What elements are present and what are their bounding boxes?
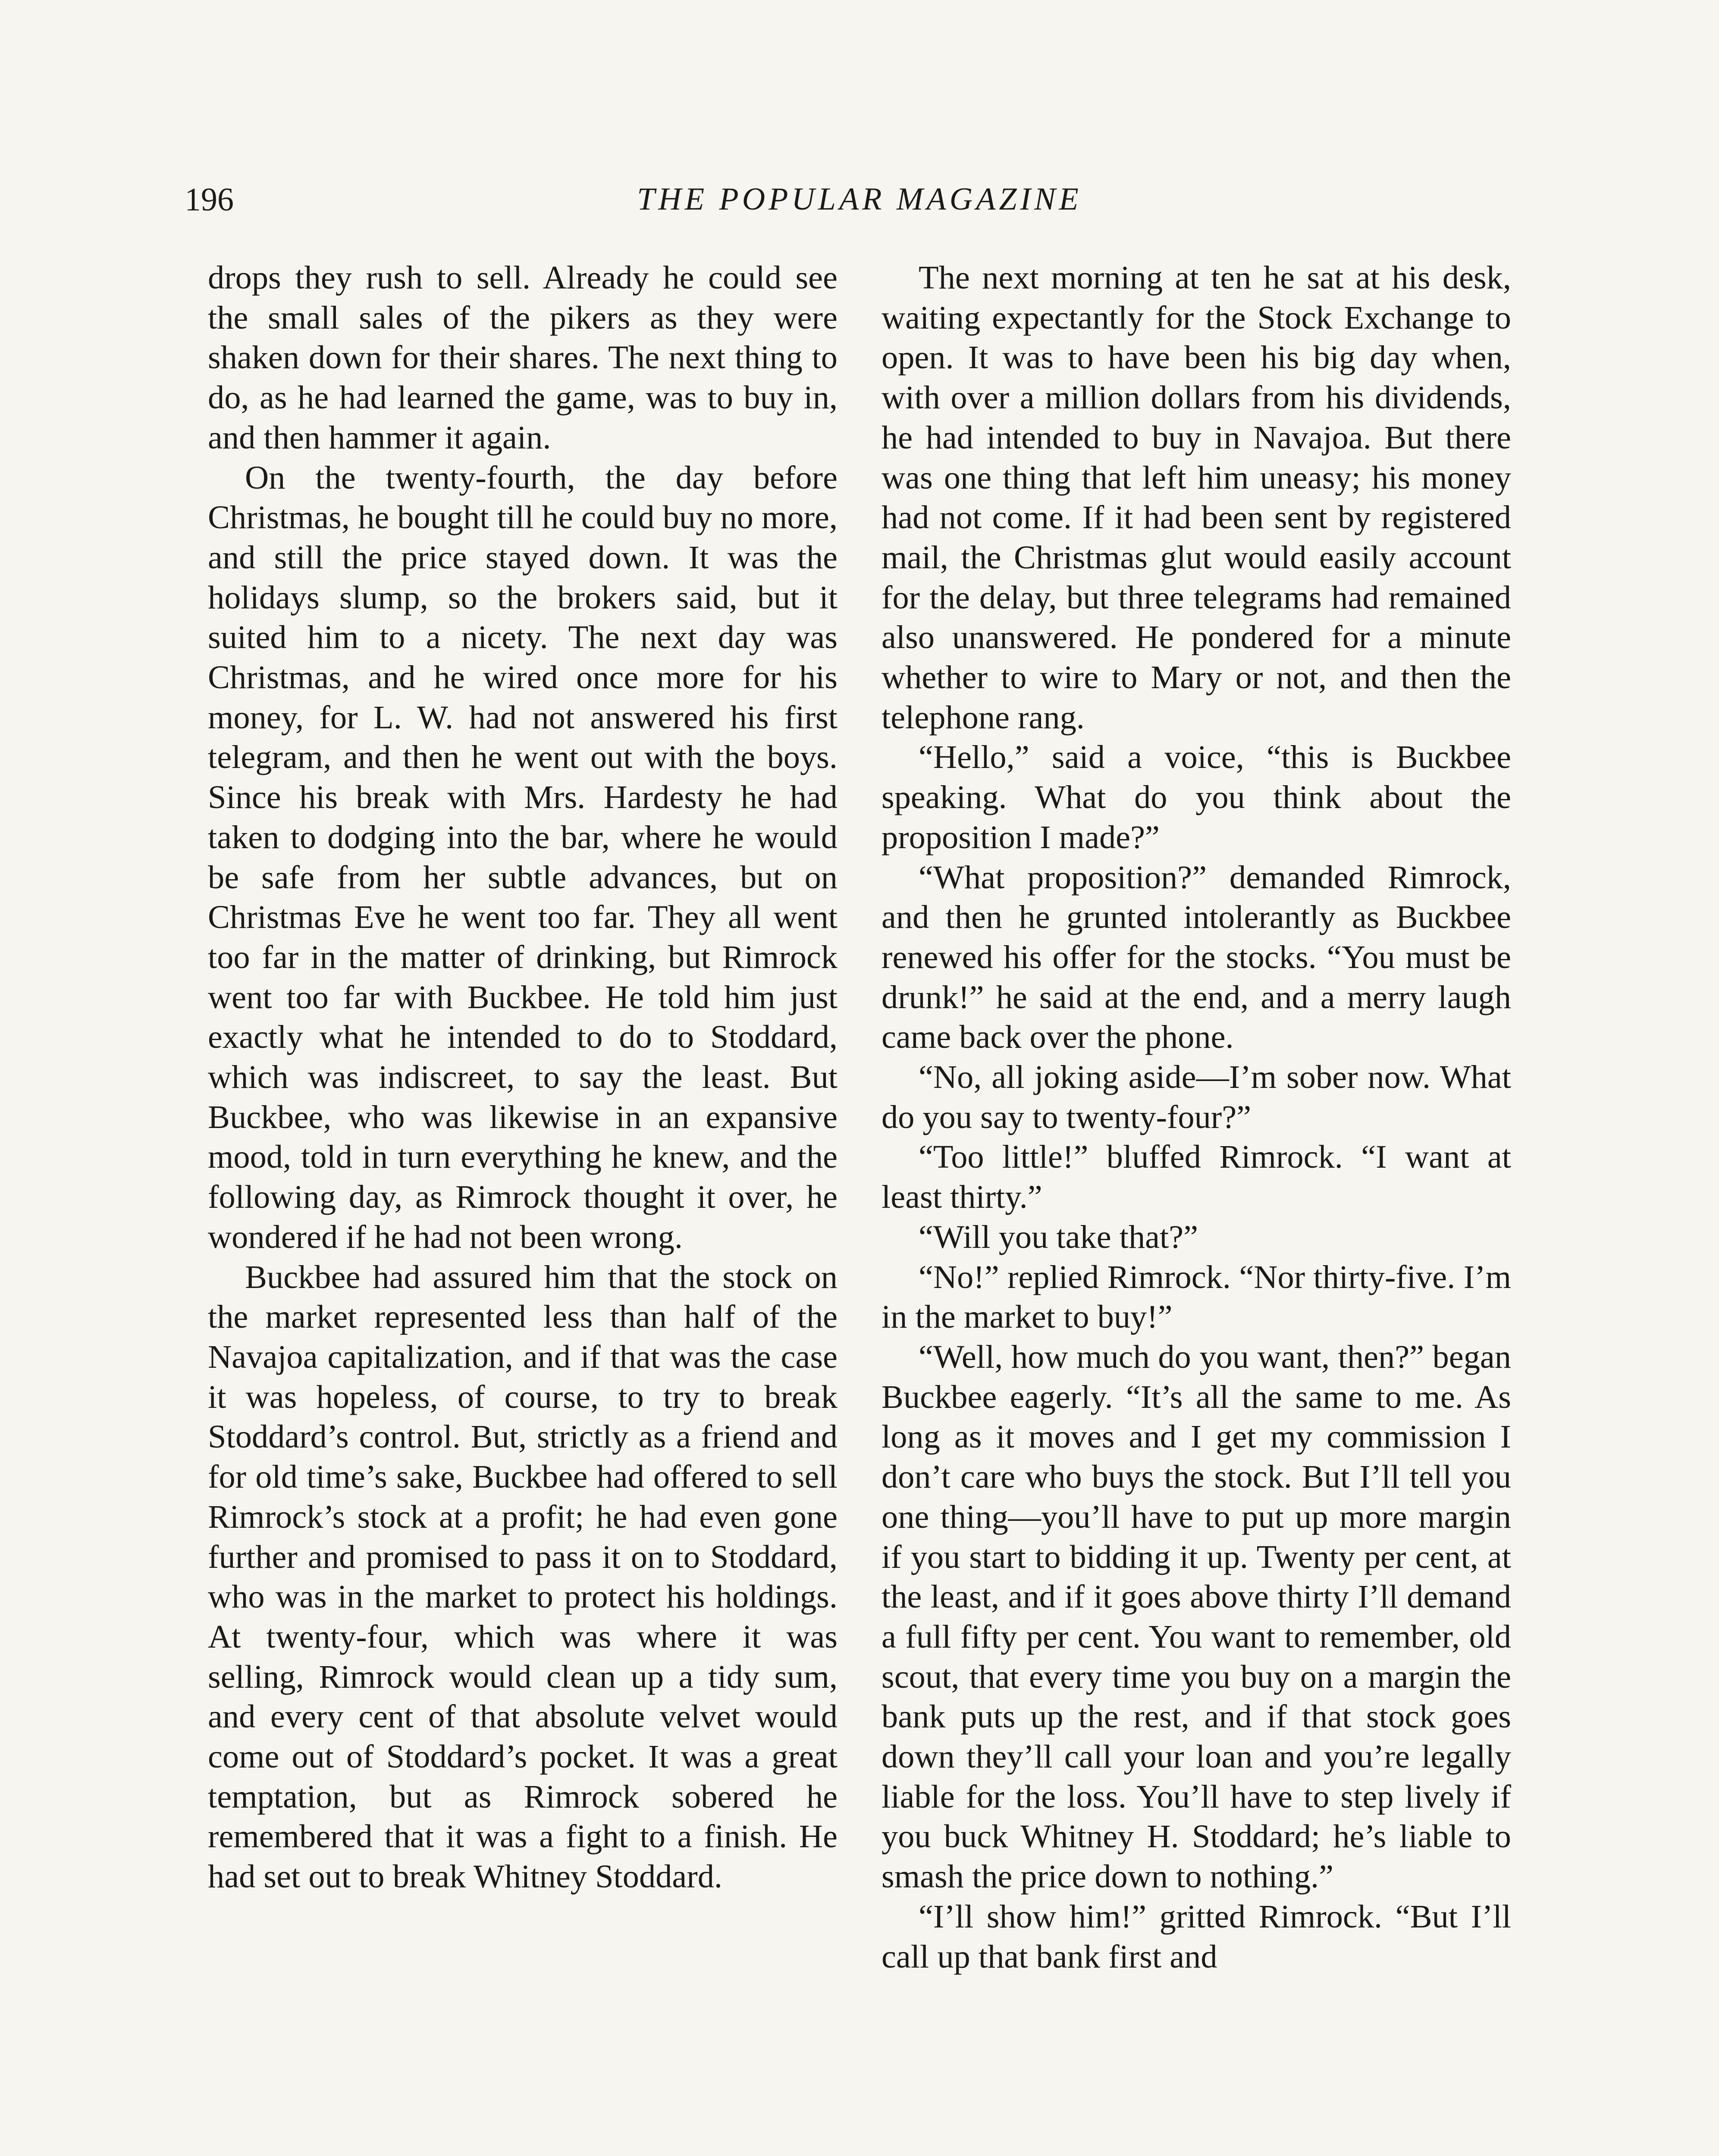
- paragraph: “Well, how much do you want, then?” began Buckbee eagerly. “It’s all the same to me. As long as it moves and I get my commission I don’t care who buys the stock. But I’ll tell you one thing—you’ll have to put up more margin if you start to bidding it up. Twenty per cent, at the least, and if it goes above thirty I’ll demand a full fifty per cent. You want to remember, old scout, that every time you buy on a margin the bank puts up the rest, and if that stock goes down they’ll call your loan and you’re legally liable for the loss. You’ll have to step lively if you buck Whitney H. Stoddard; he’s liable to smash the price down to nothing.”: [881, 1338, 1511, 1895]
- paragraph: “Will you take that?”: [919, 1218, 1198, 1255]
- paragraph: Buckbee had assured him that the stock on the market represented less than half of the Navajoa capitalization, and if that was the case it was hopeless, of course, to try to break Stoddard’s control. But, strictly as a friend and for old time’s sake, Buckbee had offered to sell Rimrock’s stock at a profit; he had even gone further and promised to pass it on to Stoddard, who was in the market to protect his holdings. At twenty-four, which was where it was selling, Rimrock would clean up a tidy sum, and every cent of that absolute velvet would come out of Stoddard’s pocket. It was a great temptation, but as Rimrock sobered he remembered that it was a fight to a finish. He had set out to break Whitney Stoddard.: [208, 1258, 838, 1895]
- paragraph: “I’ll show him!” gritted Rimrock. “But I’ll call up that bank first and: [881, 1898, 1511, 1975]
- paragraph: “Too little!” bluffed Rimrock. “I want at least thirty.”: [881, 1138, 1511, 1216]
- page-header: [0, 181, 1719, 233]
- right-column: [881, 258, 1511, 1977]
- paragraph: drops they rush to sell. Already he could see the small sales of the pikers as they were shaken down for their shares. The next thing to do, as he had learned the game, was to buy in, and then hammer it again.: [208, 259, 838, 456]
- paragraph: “Hello,” said a voice, “this is Buckbee speaking. What do you think about the proposition I made?”: [881, 739, 1511, 856]
- paragraph: “No!” replied Rimrock. “Nor thirty-five. I’m in the market to buy!”: [881, 1258, 1511, 1335]
- left-column: [208, 258, 838, 1897]
- page-number: 196: [185, 182, 234, 218]
- paragraph: The next morning at ten he sat at his desk, waiting expectantly for the Stock Exchange to open. It was to have been his big day when, with over a million dollars from his dividends, he had intended to buy in Navajoa. But there was one thing that left him uneasy; his money had not come. If it had been sent by registered mail, the Christmas glut would easily account for the delay, but three telegrams had remained also unanswered. He pondered for a minute whether to wire to Mary or not, and then the telephone rang.: [881, 259, 1511, 736]
- paragraph: On the twenty-fourth, the day before Christmas, he bought till he could buy no more, and still the price stayed down. It was the holidays slump, so the brokers said, but it suited him to a nicety. The next day was Christmas, and he wired once more for his money, for L. W. had not answered his first telegram, and then he went out with the boys. Since his break with Mrs. Hardesty he had taken to dodging into the bar, where he would be safe from her subtle advances, but on Christmas Eve he went too far. They all went too far in the matter of drinking, but Rimrock went too far with Buckbee. He told him just exactly what he intended to do to Stoddard, which was indiscreet, to say the least. But Buckbee, who was likewise in an expansive mood, told in turn everything he knew, and the following day, as Rimrock thought it over, he wondered if he had not been wrong.: [208, 459, 838, 1255]
- running-head: THE POPULAR MAGAZINE: [637, 182, 1082, 217]
- paragraph: “No, all joking aside—I’m sober now. What do you say to twenty-four?”: [881, 1059, 1511, 1135]
- paragraph: “What proposition?” demanded Rimrock, and then he grunted intolerantly as Buckbee renewed his offer for the stocks. “You must be drunk!” he said at the end, and a merry laugh came back over the phone.: [881, 859, 1511, 1056]
